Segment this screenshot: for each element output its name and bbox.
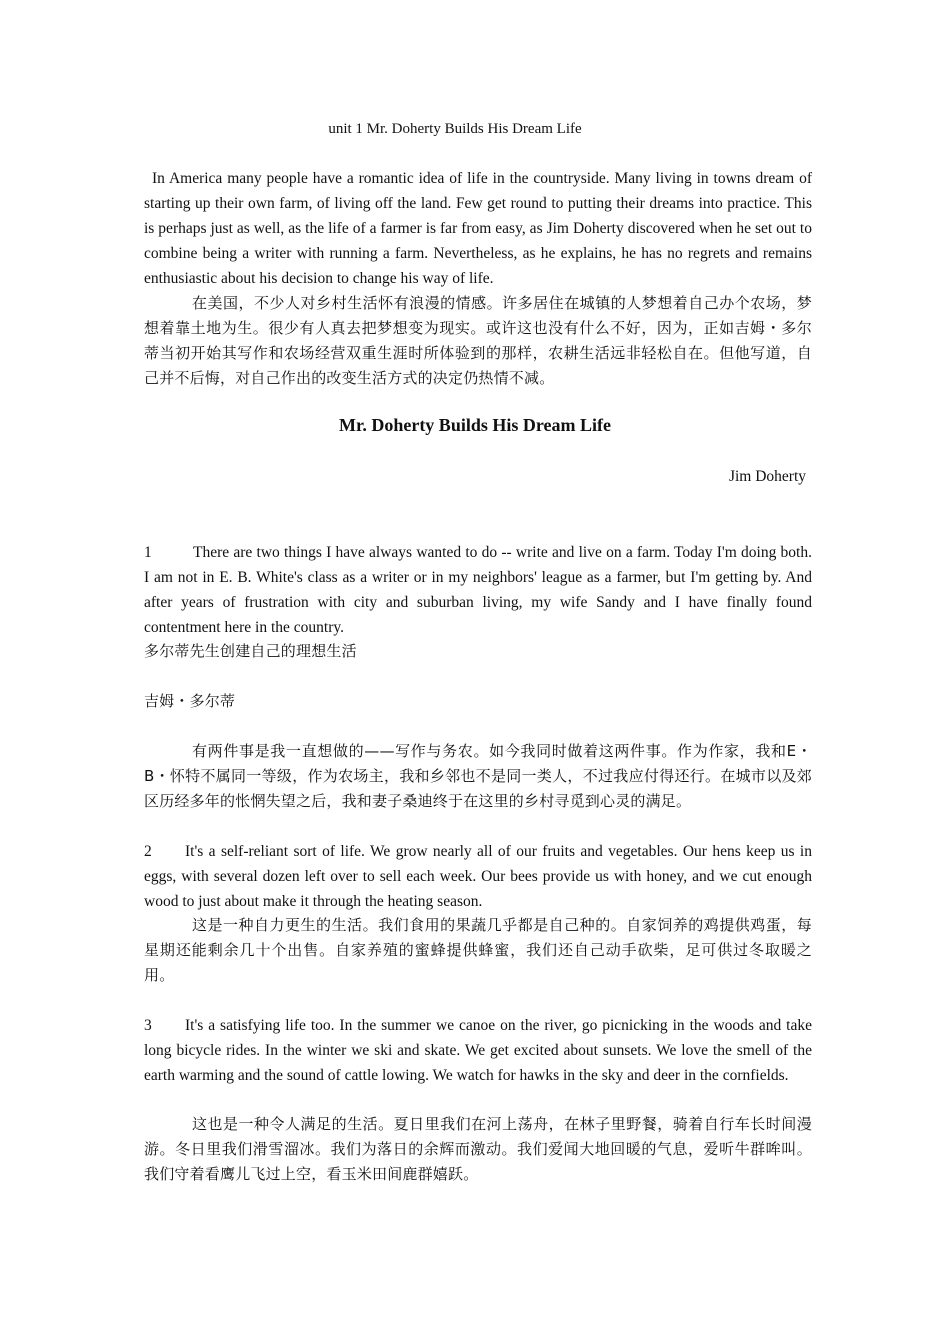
paragraph-text: It's a self-reliant sort of life. We grow nearly all of our fruits and vegetables. Our hens keep us in eggs, with several dozen left over to sell each week. Our bees provide us with honey, and we cut enough wood to just about make it through the heating season. [144, 843, 812, 910]
paragraph-2-english [144, 839, 812, 914]
article-title: Mr. Doherty Builds His Dream Life [339, 415, 611, 435]
paragraph-text: It's a satisfying life too. In the summer we canoe on the river, go picnicking in the woods and take long bicycle rides. In the winter we ski and skate. We get excited about sunsets. We love the smell of the earth warming and the sound of cattle lowing. We watch for hawks in the sky and deer in the cornfields. [144, 1017, 812, 1084]
paragraph-number: 3 [144, 1017, 152, 1034]
article-author: Jim Doherty [728, 468, 806, 485]
paragraph-3-chinese: 这也是一种令人满足的生活。夏日里我们在河上荡舟，在林子里野餐，骑着自行车长时间漫游。冬日里我们滑雪溜冰。我们为落日的余辉而激动。我们爱闻大地回暖的气息，爱听牛群哞叫。我们守着看鹰儿飞过上空，看玉米田间鹿群嬉跃。 [144, 1115, 812, 1183]
intro-english-paragraph: In America many people have a romantic idea of life in the countryside. Many living in towns dream of starting up their own farm, of living off the land. Few get round to putting their dreams into practice. This is perhaps just as well, as the life of a farmer is far from easy, as Jim Doherty discovered when he set out to combine being a writer with running a farm. Nevertheless, as he explains, he has no regrets and remains enthusiastic about his decision to change his way of life. [144, 170, 812, 287]
chinese-author: 吉姆・多尔蒂 [144, 692, 236, 710]
paragraph-number: 2 [144, 843, 152, 860]
paragraph-number: 1 [144, 544, 152, 561]
chinese-title: 多尔蒂先生创建自己的理想生活 [144, 642, 357, 660]
paragraph-2-chinese: 这是一种自力更生的生活。我们食用的果蔬几乎都是自己种的。自家饲养的鸡提供鸡蛋，每星期还能剩余几十个出售。自家养殖的蜜蜂提供蜂蜜，我们还自己动手砍柴，足可供过冬取暖之用。 [144, 916, 812, 984]
intro-chinese-paragraph: 在美国，不少人对乡村生活怀有浪漫的情感。许多居住在城镇的人梦想着自己办个农场，梦想着靠土地为生。很少有人真去把梦想变为现实。或许这也没有什么不好，因为，正如吉姆・多尔蒂当初开始其写作和农场经营双重生涯时所体验到的那样，农耕生活远非轻松自在。但他写道，自己并不后悔，对自己作出的改变生活方式的决定仍热情不减。 [144, 294, 812, 387]
paragraph-1-chinese: 有两件事是我一直想做的——写作与务农。如今我同时做着这两件事。作为作家，我和E・B・怀特不属同一等级，作为农场主，我和乡邻也不是同一类人，不过我应付得还行。在城市以及郊区历经多年的怅惘失望之后，我和妻子桑迪终于在这里的乡村寻觅到心灵的满足。 [144, 742, 812, 810]
paragraph-text: There are two things I have always wanted to do -- write and live on a farm. Today I'm doing both. I am not in E. B. White's class as a writer or in my neighbors' league as a farmer, but I'm getting by. And after years of frustration with city and suburban living, my wife Sandy and I have finally found contentment here in the country. [144, 544, 812, 636]
paragraph-3-english [144, 1013, 812, 1088]
unit-heading: unit 1 Mr. Doherty Builds His Dream Life [328, 121, 582, 137]
paragraph-1-english [144, 540, 812, 640]
